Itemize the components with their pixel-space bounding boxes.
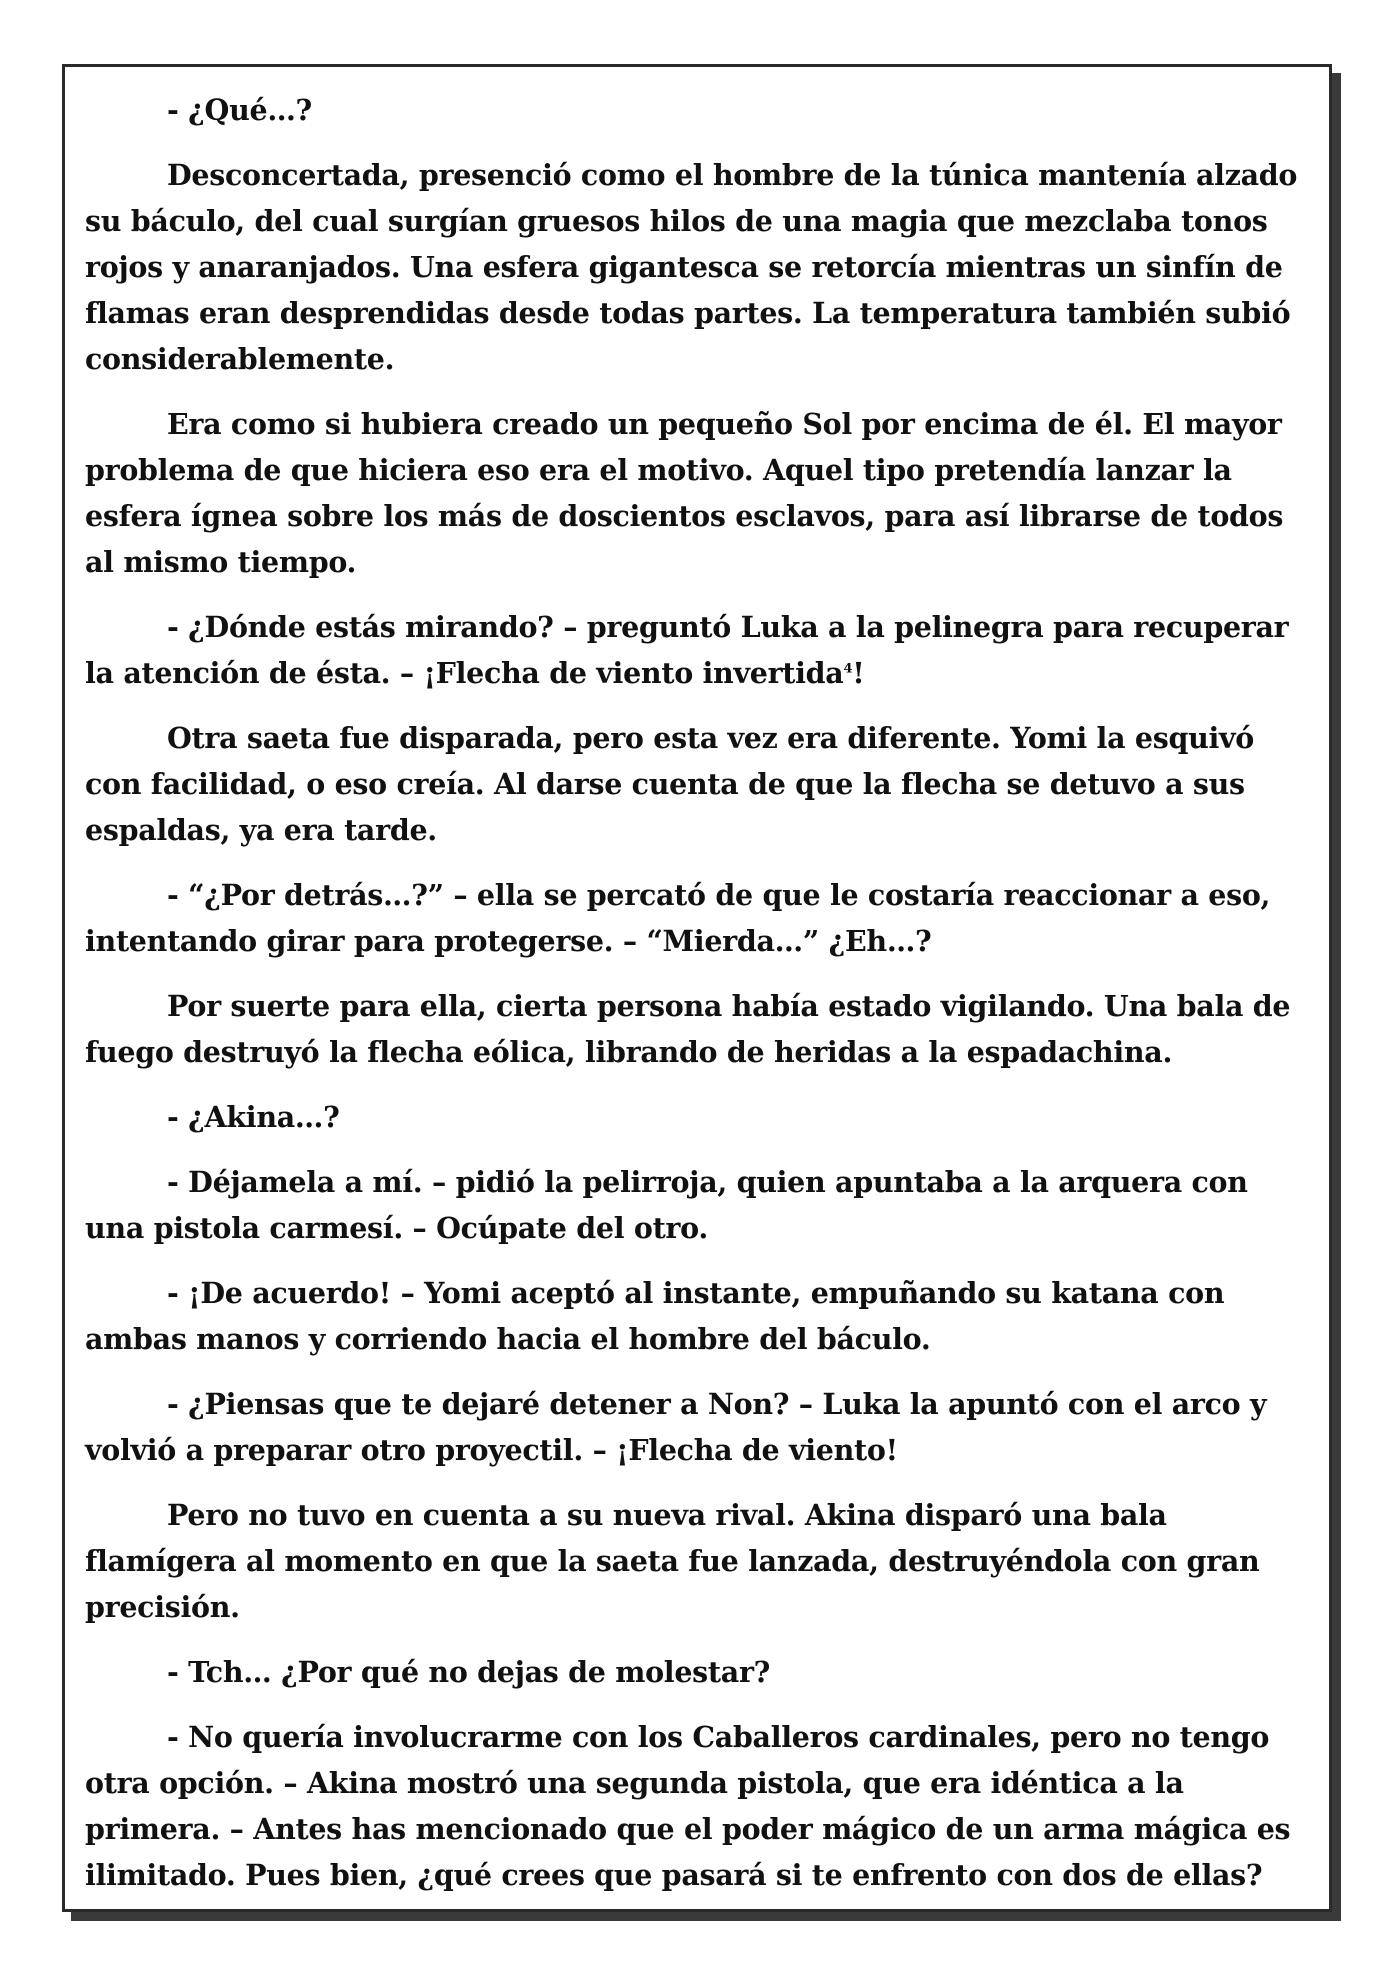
paragraph: Por suerte para ella, cierta persona había estado vigilando. Una bala de fuego destruyó la flecha eólica, librando de heridas a la espadachina. (85, 989, 1291, 1069)
paragraph: - “¿Por detrás…?” – ella se percató de que le costaría reaccionar a eso, intentando girar para protegerse. – “Mierda…” ¿Eh…? (85, 878, 1271, 958)
paragraph: - ¿Akina…? (167, 1100, 340, 1134)
paragraph (85, 604, 1311, 696)
paragraph-text: - ¿Dónde estás mirando? – preguntó Luka a la pelinegra para recuperar la atención de ésta. – ¡Flecha de viento invertida (85, 610, 1289, 690)
paragraph-text-end: ! (852, 656, 865, 690)
paragraph: - ¿Qué…? (167, 93, 312, 127)
paragraph: Pero no tuvo en cuenta a su nueva rival. Akina disparó una bala flamígera al momento en que la saeta fue lanzada, destruyéndola con gran precisión. (85, 1498, 1260, 1624)
paragraph: - ¿Piensas que te dejaré detener a Non? – Luka la apuntó con el arco y volvió a preparar otro proyectil. – ¡Flecha de viento! (85, 1387, 1267, 1467)
paragraph: Desconcertada, presenció como el hombre de la túnica mantenía alzado su báculo, del cual surgían gruesos hilos de una magia que mezclaba tonos rojos y anaranjados. Una esfera gigantesca se retorcía mientras un sinfín de flamas eran desprendidas desde todas partes. La temperatura también subió considerablemente. (85, 158, 1298, 376)
paragraph: - Tch… ¿Por qué no dejas de molestar? (167, 1655, 771, 1689)
paragraph: - ¡De acuerdo! – Yomi aceptó al instante, empuñando su katana con ambas manos y corriendo hacia el hombre del báculo. (85, 1276, 1225, 1356)
paragraph: Otra saeta fue disparada, pero esta vez era diferente. Yomi la esquivó con facilidad, o eso creía. Al darse cuenta de que la flecha se detuvo a sus espaldas, ya era tarde. (85, 721, 1254, 847)
page-body (85, 87, 1311, 1917)
paragraph: Era como si hubiera creado un pequeño Sol por encima de él. El mayor problema de que hiciera eso era el motivo. Aquel tipo pretendía lanzar la esfera ígnea sobre los más de doscientos esclavos, para así librarse de todos al mismo tiempo. (85, 407, 1284, 579)
paragraph: - No quería involucrarme con los Caballeros cardinales, pero no tengo otra opción. – Akina mostró una segunda pistola, que era idéntica a la primera. – Antes has mencionado que el poder mágico de un arma mágica es ilimitado. Pues bien, ¿qué crees que pasará si te enfrento con dos de ellas? (85, 1720, 1291, 1892)
page-frame (62, 64, 1332, 1912)
footnote-reference: 4 (843, 661, 853, 677)
paragraph: - Déjamela a mí. – pidió la pelirroja, quien apuntaba a la arquera con una pistola carmesí. – Ocúpate del otro. (85, 1165, 1248, 1245)
